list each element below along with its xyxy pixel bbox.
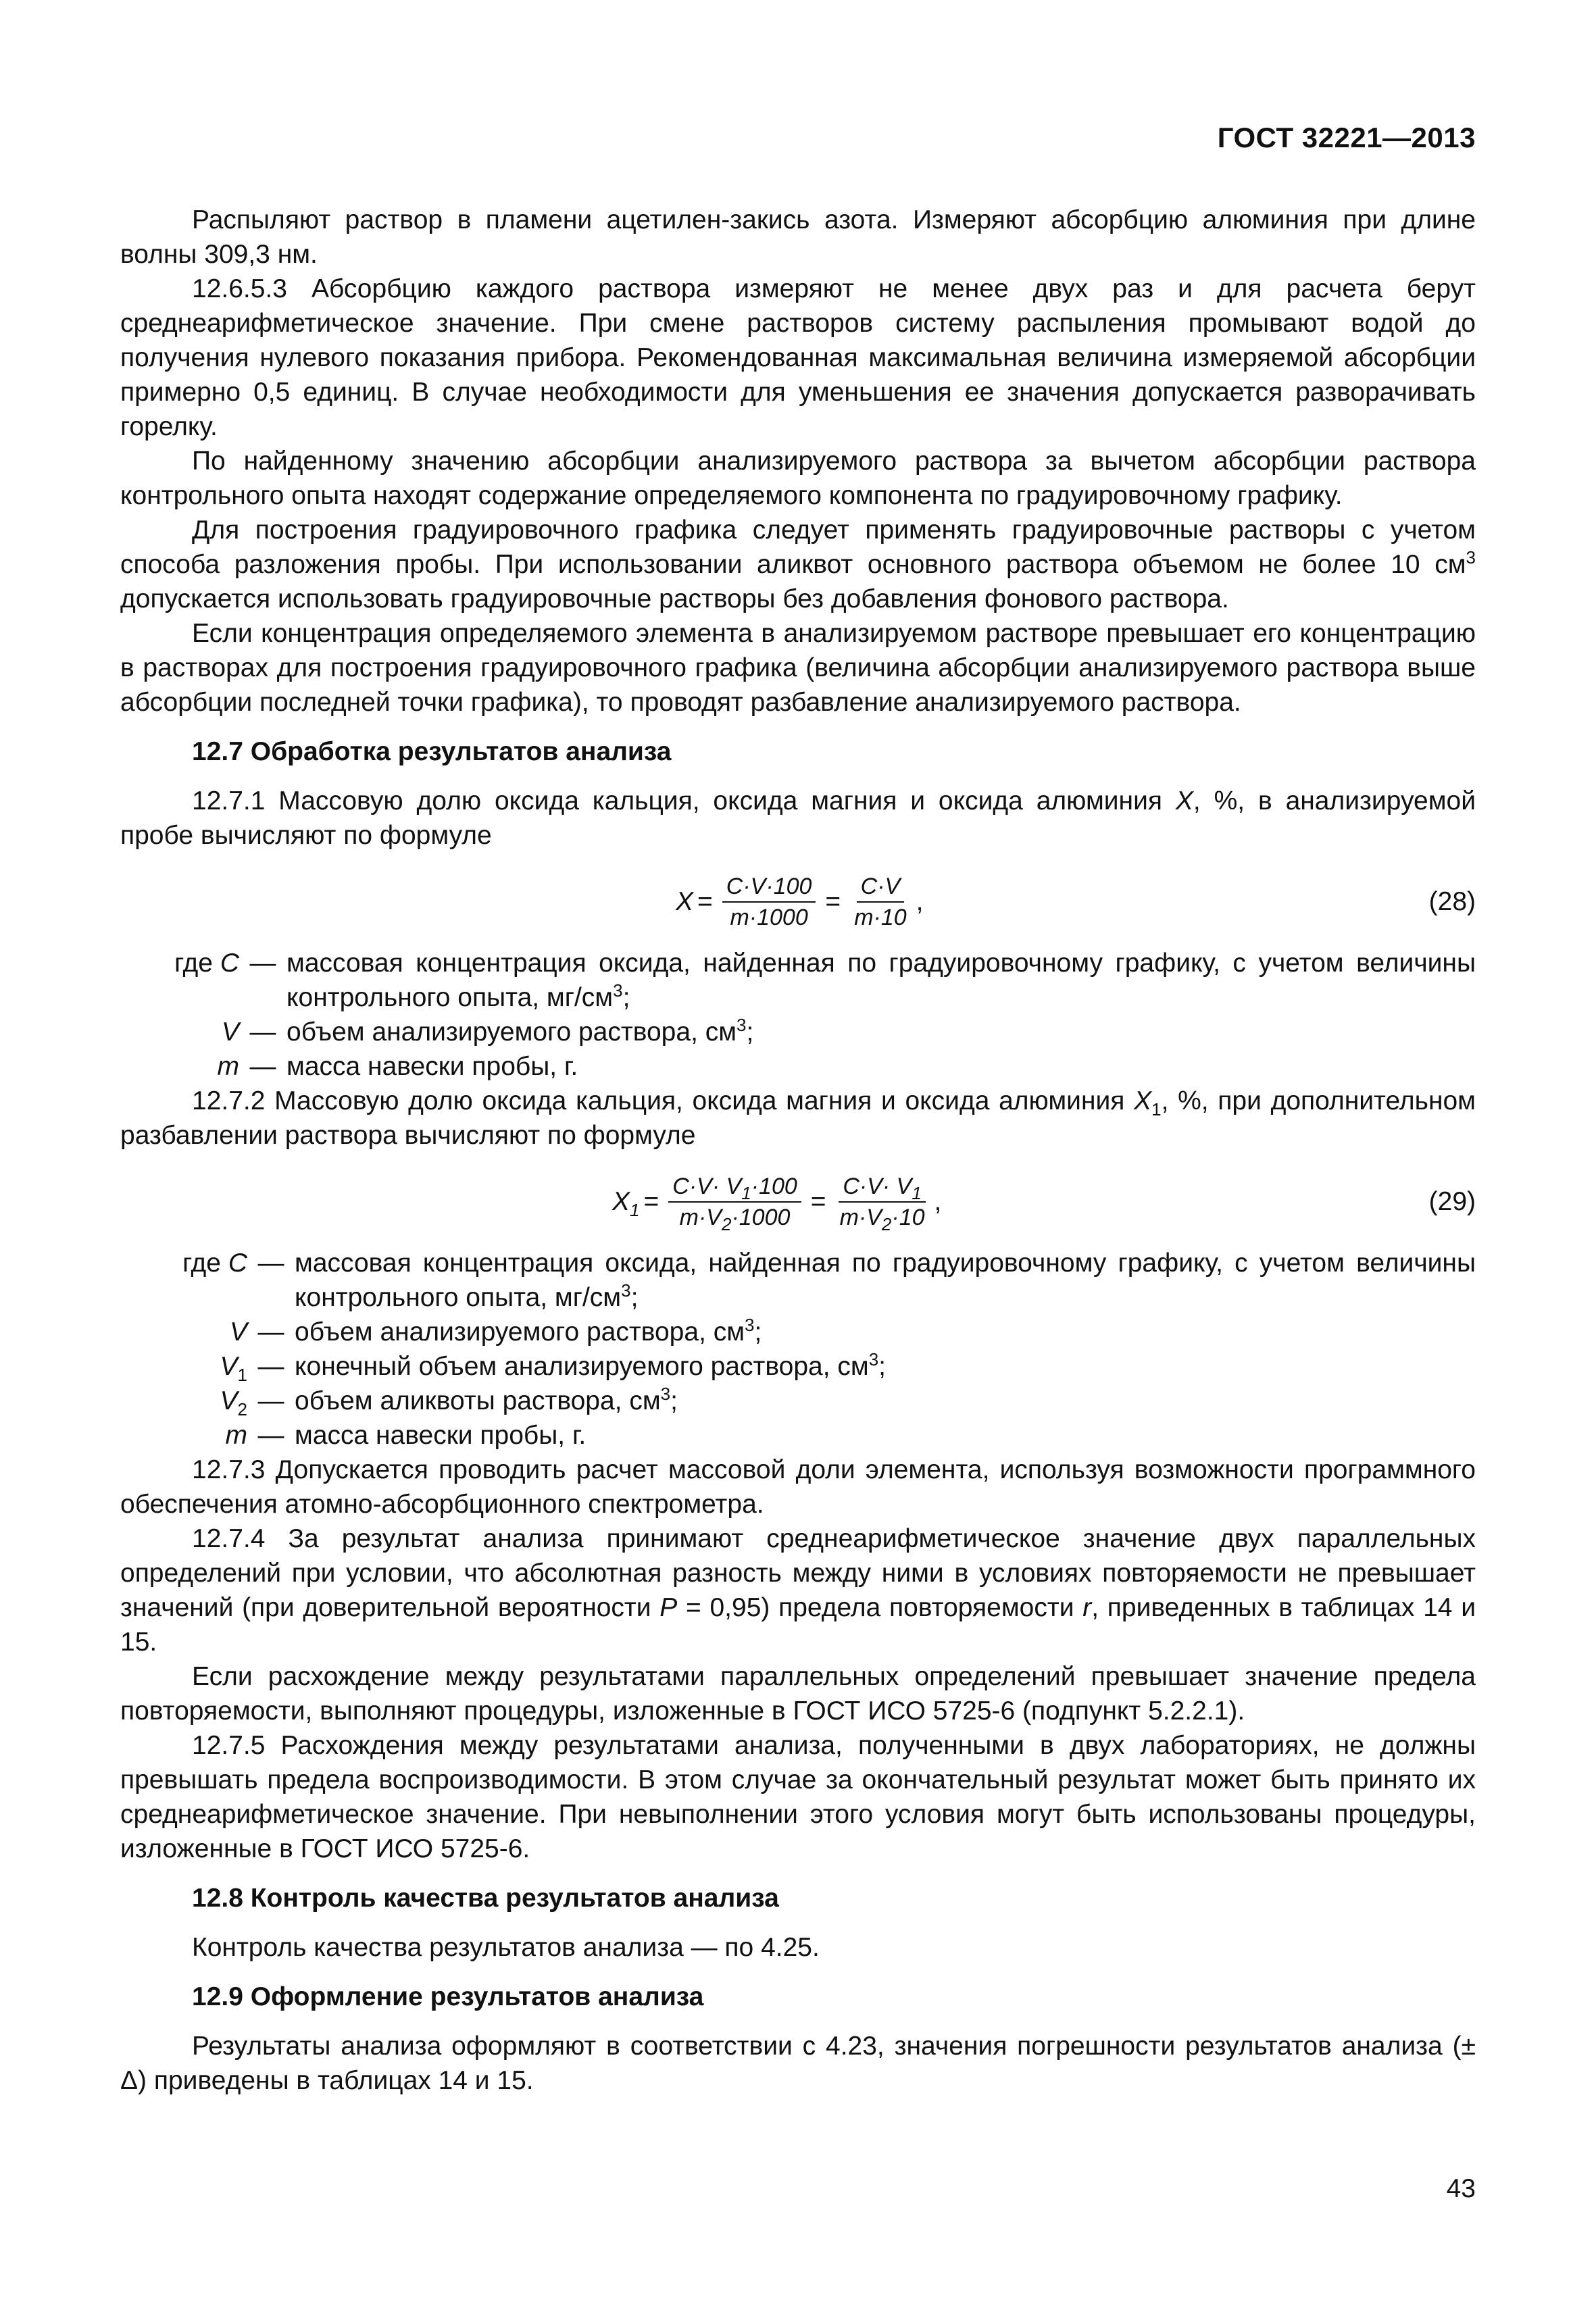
fraction: $\frac{C\cdot V}{m\cdot 10}$ (854, 874, 907, 930)
variable-definition: m — масса навески пробы, г. (120, 1049, 1476, 1084)
paragraph-12-7-3: 12.7.3 Допускается проводить расчет массовой доли элемента, используя возможности программного обеспечения атомно-абсорбционного спектрометра. (120, 1455, 1476, 1519)
formula-expression: X = $\frac{C\cdot V\cdot 100}{m\cdot 1000}$ = $\frac{C\cdot V}{m\cdot 10}$ , (676, 874, 924, 930)
document-header: ГОСТ 32221—2013 (1217, 122, 1476, 153)
variable-symbol: $V_1$ (220, 1352, 247, 1385)
paragraph: Контроль качества результатов анализа — по 4.25. (192, 1933, 820, 1962)
variable-definition: где C — массовая концентрация оксида, найденная по градуировочному графику, с учетом величины контрольного опыта, $мг/см^3$; (120, 1246, 1476, 1315)
paragraph: Если концентрация определяемого элемента в анализируемом растворе превышает его концентрацию в растворах для построения градуировочного графика (величина абсорбции анализируемого раствора выше абсорбции последней точки графика), то проводят разбавление анализируемого раствора. (120, 619, 1476, 717)
document-page (120, 0, 1476, 2314)
paragraph-12-7-4: 12.7.4 За результат анализа принимают среднеарифметическое значение двух параллельных определений при условии, что абсолютная разность между ними в условиях повторяемости не превышает значений (при доверительной вероятности P = 0,95) предела повторяемости r, приведенных в таблицах 14 и 15. (120, 1524, 1476, 1657)
variable-definition: V — объем анализируемого раствора, $см^3$; (120, 1315, 1476, 1349)
variable-list-28 (120, 946, 1476, 1084)
variable-description: объем анализируемого раствора, $см^3$; (286, 1015, 754, 1047)
variable-symbol: m (225, 1421, 247, 1450)
variable-description: объем аликвоты раствора, $см^3$; (295, 1384, 678, 1415)
formula-number: (28) (1428, 887, 1476, 916)
section-heading-12-7: 12.7 Обработка результатов анализа (192, 737, 672, 766)
fraction: $\frac{C\cdot V\cdot V_1}{m\cdot V_2\cdot 10}$ (839, 1174, 925, 1234)
variable-symbol: m (217, 1052, 239, 1081)
fraction: $\frac{C\cdot V\cdot 100}{m\cdot 1000}$ (722, 873, 816, 931)
paragraph: Результаты анализа оформляют в соответствии с 4.23, значения погрешности результатов анализа (± Δ) приведены в таблицах 14 и 15. (120, 2032, 1476, 2095)
section-heading-12-9: 12.9 Оформление результатов анализа (192, 1982, 704, 2011)
variable-description: объем анализируемого раствора, $см^3$; (295, 1315, 762, 1347)
formula-number: (29) (1428, 1187, 1476, 1216)
document-body (120, 203, 1476, 2098)
paragraph: Распыляют раствор в пламени ацетилен-закись азота. Измеряют абсорбцию алюминия при длине волны 309,3 нм. (120, 205, 1476, 269)
variable-symbol: V (229, 1317, 247, 1347)
paragraph: Для построения градуировочного графика следует применять градуировочные растворы с учетом способа разложения пробы. При использовании аликвот основного раствора объемом не более 10 $см^3$ допускается использовать градуировочные растворы без добавления фонового раствора. (120, 515, 1476, 613)
variable-definition: m — масса навески пробы, г. (120, 1418, 1476, 1453)
variable-symbol: где C (174, 949, 239, 978)
variable-description: масса навески пробы, г. (295, 1421, 587, 1450)
variable-definition: V — объем анализируемого раствора, $см^3$; (120, 1015, 1476, 1049)
paragraph-12-7-5: 12.7.5 Расхождения между результатами анализа, полученными в двух лабораториях, не должны превышать предела воспроизводимости. В этом случае за окончательный результат может быть принято их среднеарифметическое значение. При невыполнении этого условия могут быть использованы процедуры, изложенные в ГОСТ ИСО 5725-6. (120, 1731, 1476, 1863)
variable-symbol: где C (182, 1249, 247, 1278)
paragraph-12-7-2: 12.7.2 Массовую долю оксида кальция, оксида магния и оксида алюминия $X_1$, %, при дополнительном разбавлении раствора вычисляют по формуле (120, 1086, 1476, 1150)
page-number: 43 (1446, 2174, 1476, 2203)
paragraph: По найденному значению абсорбции анализируемого раствора за вычетом абсорбции раствора контрольного опыта находят содержание определяемого компонента по градуировочному графику. (120, 447, 1476, 510)
variable-symbol: V (221, 1017, 239, 1047)
paragraph: Если расхождение между результатами параллельных определений превышает значение предела повторяемости, выполняют процедуры, изложенные в ГОСТ ИСО 5725-6 (подпункт 5.2.2.1). (120, 1662, 1476, 1726)
variable-definition: $V_2$ — объем аликвоты раствора, $см^3$; (120, 1384, 1476, 1418)
variable-symbol: $V_2$ (220, 1386, 247, 1419)
paragraph-12-7-1: 12.7.1 Массовую долю оксида кальция, оксида магния и оксида алюминия X, %, в анализируемой пробе вычисляют по формуле (120, 786, 1476, 850)
formula-28 (120, 865, 1476, 939)
section-heading-12-8: 12.8 Контроль качества результатов анализа (192, 1884, 779, 1913)
formula-29 (120, 1165, 1476, 1239)
paragraph-12-6-5-3: 12.6.5.3 Абсорбцию каждого раствора измеряют не менее двух раз и для расчета берут среднеарифметическое значение. При смене растворов систему распыления промывают водой до получения нулевого показания прибора. Рекомендованная максимальная величина измеряемой абсорбции примерно 0,5 единиц. В случае необходимости для уменьшения ее значения допускается разворачивать горелку. (120, 274, 1476, 441)
variable-description: массовая концентрация оксида, найденная по градуировочному графику, с учетом величины контрольного опыта, $мг/см^3$; (295, 1249, 1476, 1312)
variable-definition: $V_1$ — конечный объем анализируемого раствора, $см^3$; (120, 1349, 1476, 1384)
variable-description: масса навески пробы, г. (286, 1052, 578, 1081)
variable-description: массовая концентрация оксида, найденная по градуировочному графику, с учетом величины контрольного опыта, $мг/см^3$; (286, 949, 1476, 1012)
formula-expression: $X_1$ = $\frac{C\cdot V\cdot V_1\cdot 100}{m\cdot V_2\cdot 1000}$ = $\frac{C\cdot V\cdot V_1}{m\cdot V_2\cdot 10}$ , (612, 1174, 942, 1234)
variable-list-29 (120, 1246, 1476, 1453)
variable-definition: где C — массовая концентрация оксида, найденная по градуировочному графику, с учетом величины контрольного опыта, $мг/см^3$; (120, 946, 1476, 1015)
variable-description: конечный объем анализируемого раствора, $см^3$; (295, 1349, 886, 1381)
fraction: $\frac{C\cdot V\cdot V_1\cdot 100}{m\cdot V_2\cdot 1000}$ (668, 1173, 801, 1231)
